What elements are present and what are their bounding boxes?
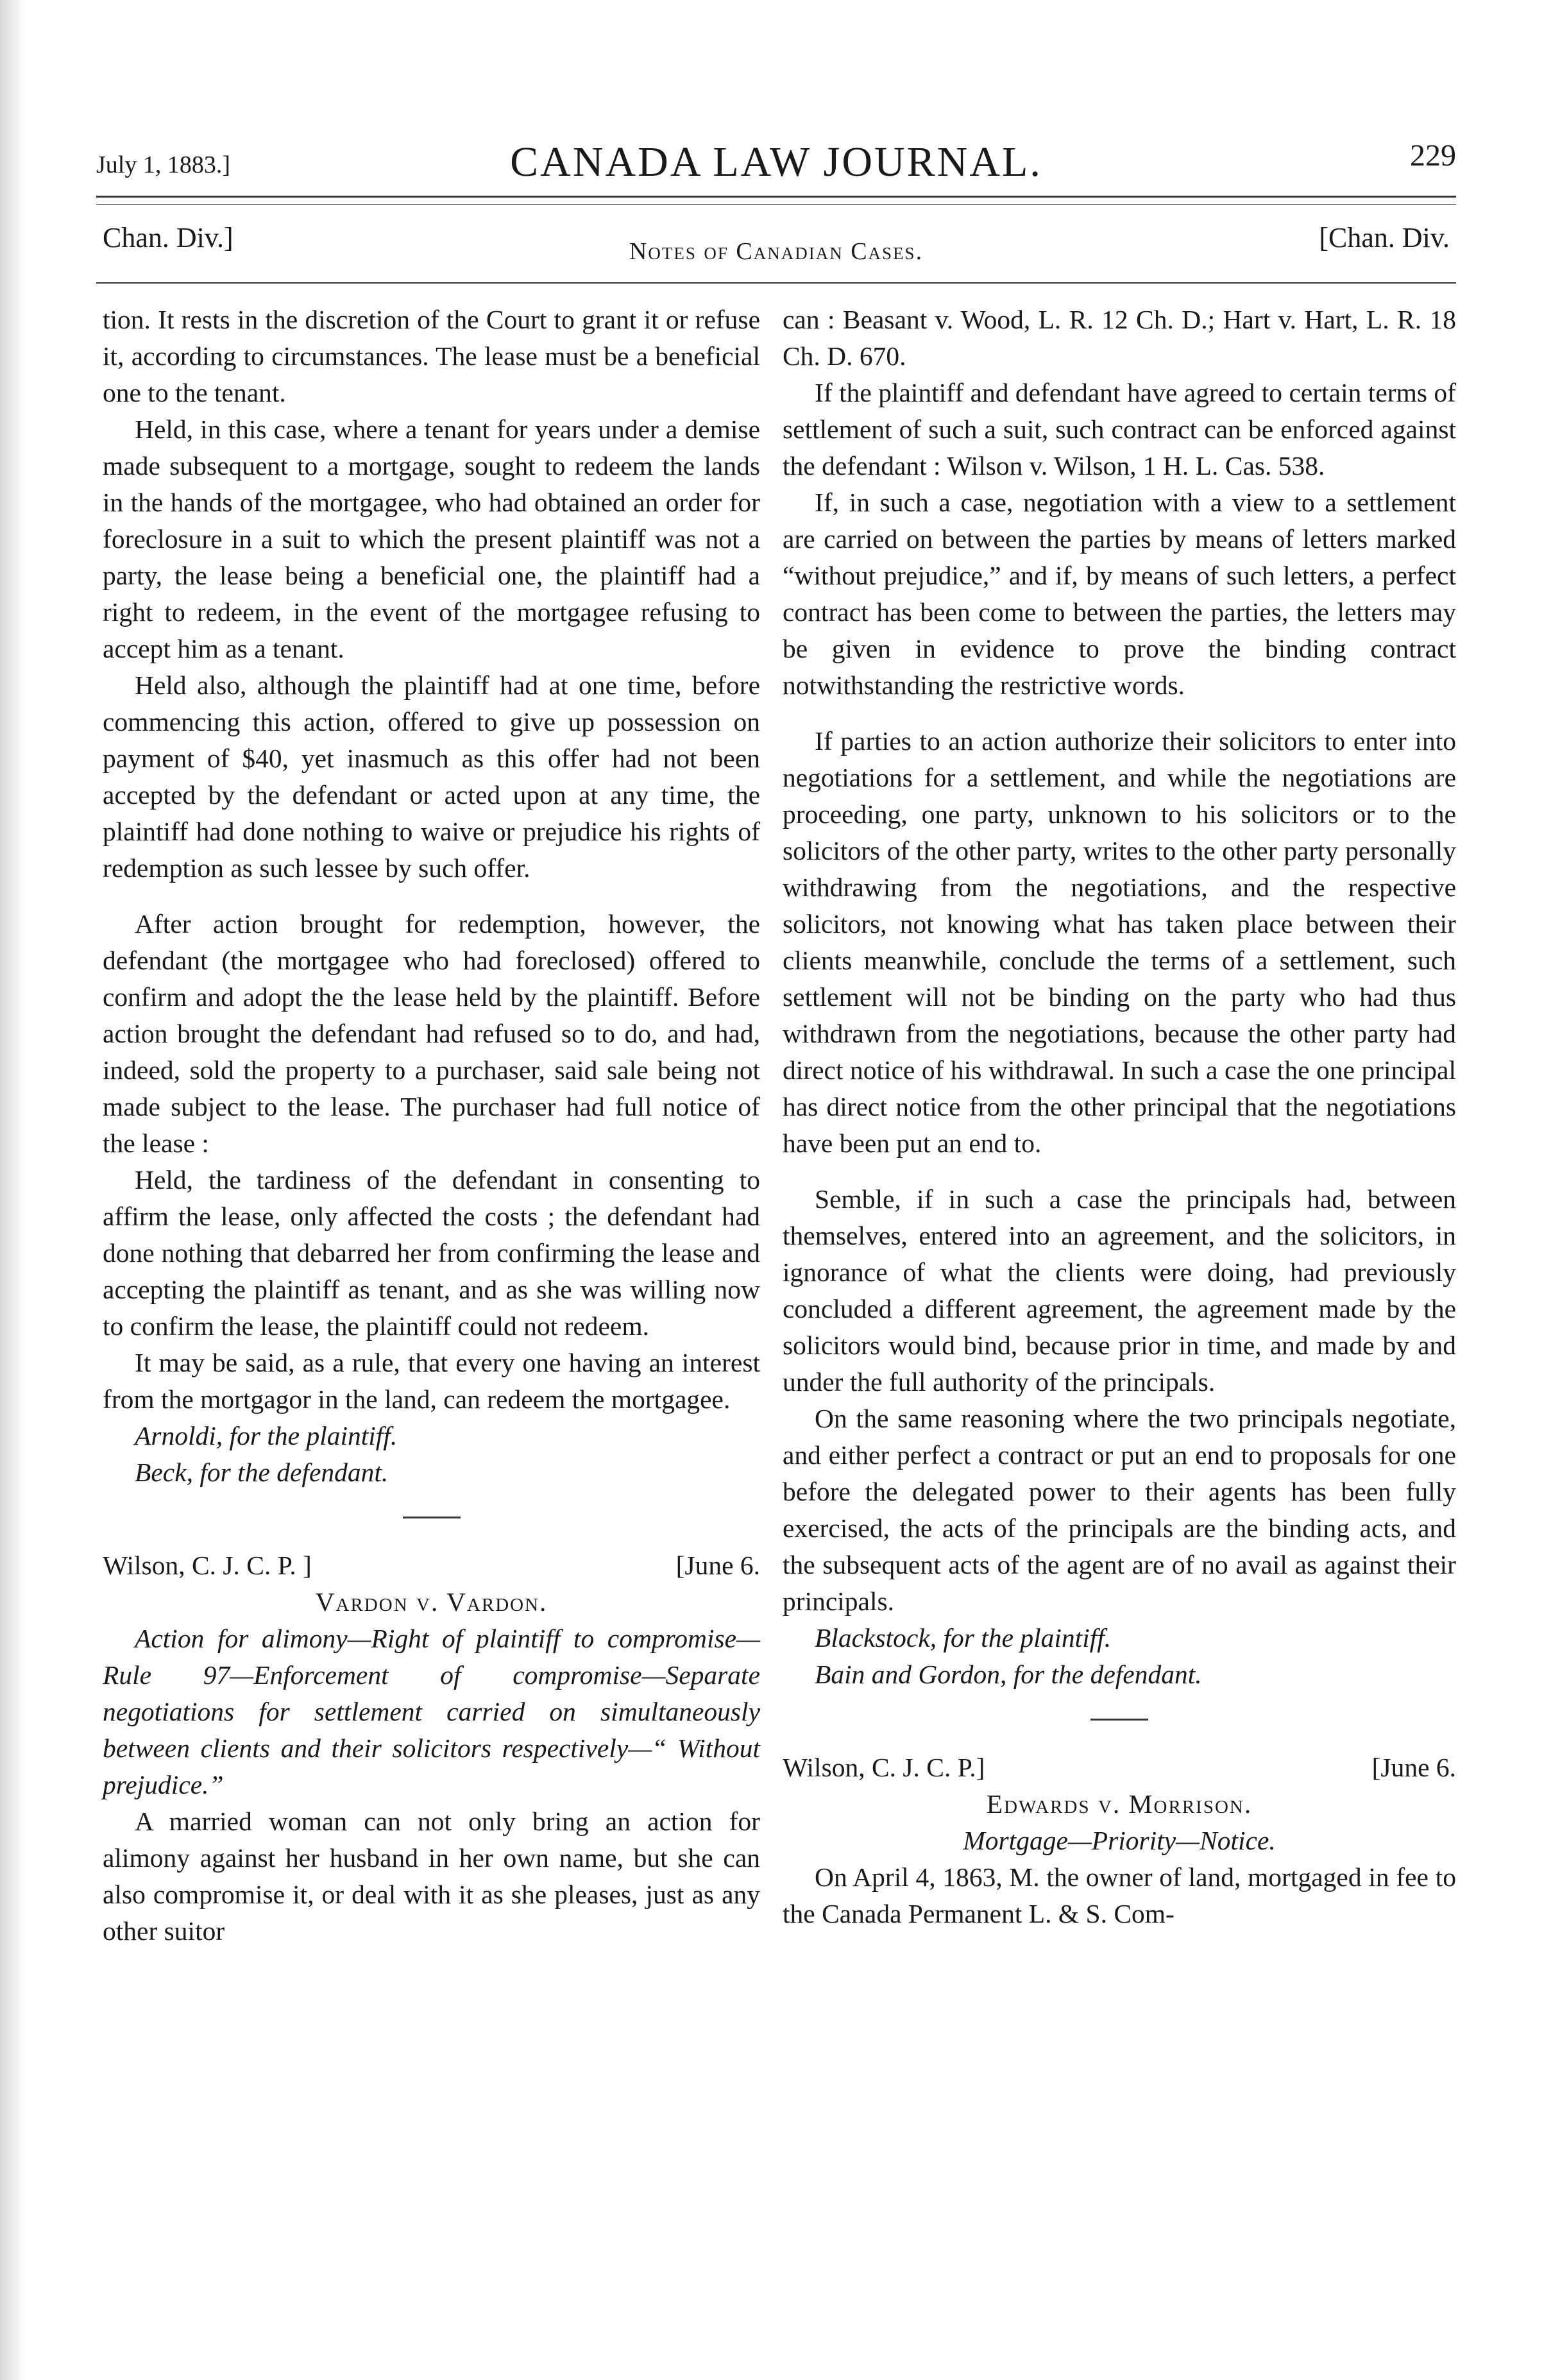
paragraph: Semble, if in such a case the principals had, between themselves, entered into an agreement, and the solicitors, in ignorance of what the clients were doing, had previously concluded a different agreement, the agreement made by the solicitors would bind, because prior in time, and made by and under the full authority of the principals. (783, 1184, 1456, 1397)
case-date: [June 6. (1371, 1753, 1456, 1782)
counsel-plaintiff: Blackstock, for the plaintiff. (815, 1623, 1112, 1653)
paragraph: If, in such a case, negotiation with a view to a settlement are carried on between the parties by means of letters marked “without prejudice,” and if, by means of such letters, a perfect contract has been come to between the parties, the letters may be given in evidence to prove the binding contract notwithstanding the restrictive words. (783, 488, 1456, 700)
page-spine-shadow (0, 0, 26, 2380)
left-column (103, 302, 760, 1950)
paragraph: A married woman can not only bring an action for alimony against her husband in her own name, but she can also compromise it, or deal with it as she pleases, just as any other suitor (103, 1806, 760, 1946)
paragraph: tion. It rests in the discretion of the Court to grant it or refuse it, according to circumstances. The lease must be a beneficial one to the tenant. (103, 305, 760, 407)
paragraph: It may be said, as a rule, that every one having an interest from the mortgagor in the land, can redeem the mortgagee. (103, 1348, 760, 1414)
paragraph: If parties to an action authorize their solicitors to enter into negotiations for a settlement, and while the negotiations are proceeding, one party, unknown to his solicitors or to the solicitors of the other party, writes to the other party personally withdrawing from the negotiations, and the respective solicitors, not knowing what has taken place between their clients meanwhile, conclude the terms of a settlement, such settlement will not be binding on the party who had thus withdrawn from the negotiations, because the other party had direct notice of his withdrawal. In such a case the one principal has direct notice from the other principal that the negotiations have been put an end to. (783, 726, 1456, 1158)
case-divider (403, 1517, 461, 1518)
paragraph: On the same reasoning where the two principals negotiate, and either perfect a contract or put an end to proposals for one before the delegated power to their agents has been fully exercised, the acts of the principals are the binding acts, and the subsequent acts of the agent are of no avail as against their principals. (783, 1404, 1456, 1616)
right-column (783, 302, 1456, 1932)
paragraph: Held, in this case, where a tenant for years under a demise made subsequent to a mortgage, sought to redeem the lands in the hands of the mortgagee, who had obtained an order for foreclosure in a suit to which the present plaintiff was not a party, the lease being a beneficial one, the plaintiff had a right to redeem, in the event of the mortgagee refusing to accept him as a tenant. (103, 414, 760, 663)
paragraph: If the plaintiff and defendant have agreed to certain terms of settlement of such a suit, such contract can be enforced against the defendant : Wilson v. Wilson, 1 H. L. Cas. 538. (783, 378, 1456, 480)
section-division-right: [Chan. Div. (1319, 222, 1450, 253)
paragraph: On April 4, 1863, M. the owner of land, mortgaged in fee to the Canada Permanent L. & S. Com- (783, 1862, 1456, 1928)
header-rule-thin (96, 204, 1456, 205)
section-rule (96, 282, 1456, 284)
case-title: Vardon v. Vardon. (315, 1587, 548, 1617)
case-headnote: Action for alimony—Right of plaintiff to compromise—Rule 97—Enforcement of compromise—Separate negotiations for settlement carried on simultaneously between clients and their solicitors respectively—“ Without prejudice.” (103, 1624, 760, 1799)
paragraph: After action brought for redemption, however, the defendant (the mortgagee who had foreclosed) offered to confirm and adopt the the lease held by the plaintiff. Before action brought the defendant had refused so to do, and had, indeed, sold the property to a purchaser, said sale being not made subject to the lease. The purchaser had full notice of the lease : (103, 909, 760, 1158)
section-title: Notes of Canadian Cases. (629, 238, 924, 265)
case-divider (1090, 1719, 1148, 1721)
paragraph: Held also, although the plaintiff had at one time, before commencing this action, offered to give up possession on payment of $40, yet inasmuch as this offer had not been accepted by the defendant or acted upon at any time, the plaintiff had done nothing to waive or prejudice his rights of redemption as such lessee by such offer. (103, 670, 760, 883)
running-head (96, 138, 1456, 189)
case-judge: Wilson, C. J. C. P. ] (103, 1551, 312, 1580)
case-header (783, 1749, 1456, 1786)
section-division-left: Chan. Div.] (103, 222, 233, 253)
header-rule-thick (96, 196, 1456, 198)
issue-date: July 1, 1883.] (96, 151, 230, 178)
counsel-defendant: Bain and Gordon, for the defendant. (815, 1660, 1202, 1689)
case-header (103, 1547, 760, 1584)
case-headnote: Mortgage—Priority—Notice. (963, 1826, 1276, 1855)
paragraph: Held, the tardiness of the defendant in consenting to affirm the lease, only affected the costs ; the defendant had done nothing that debarred her from confirming the lease and accepting the plaintiff as tenant, and as she was willing now to confirm the lease, the plaintiff could not redeem. (103, 1165, 760, 1341)
counsel-plaintiff: Arnoldi, for the plaintiff. (135, 1421, 398, 1450)
case-title: Edwards v. Morrison. (986, 1789, 1253, 1819)
case-date: [June 6. (675, 1551, 760, 1580)
section-head (96, 218, 1456, 269)
page-number: 229 (1410, 139, 1456, 173)
counsel-defendant: Beck, for the defendant. (135, 1458, 389, 1487)
journal-title: CANADA LAW JOURNAL. (510, 139, 1042, 185)
case-judge: Wilson, C. J. C. P.] (783, 1753, 985, 1782)
paragraph: can : Beasant v. Wood, L. R. 12 Ch. D.; Hart v. Hart, L. R. 18 Ch. D. 670. (783, 305, 1456, 371)
